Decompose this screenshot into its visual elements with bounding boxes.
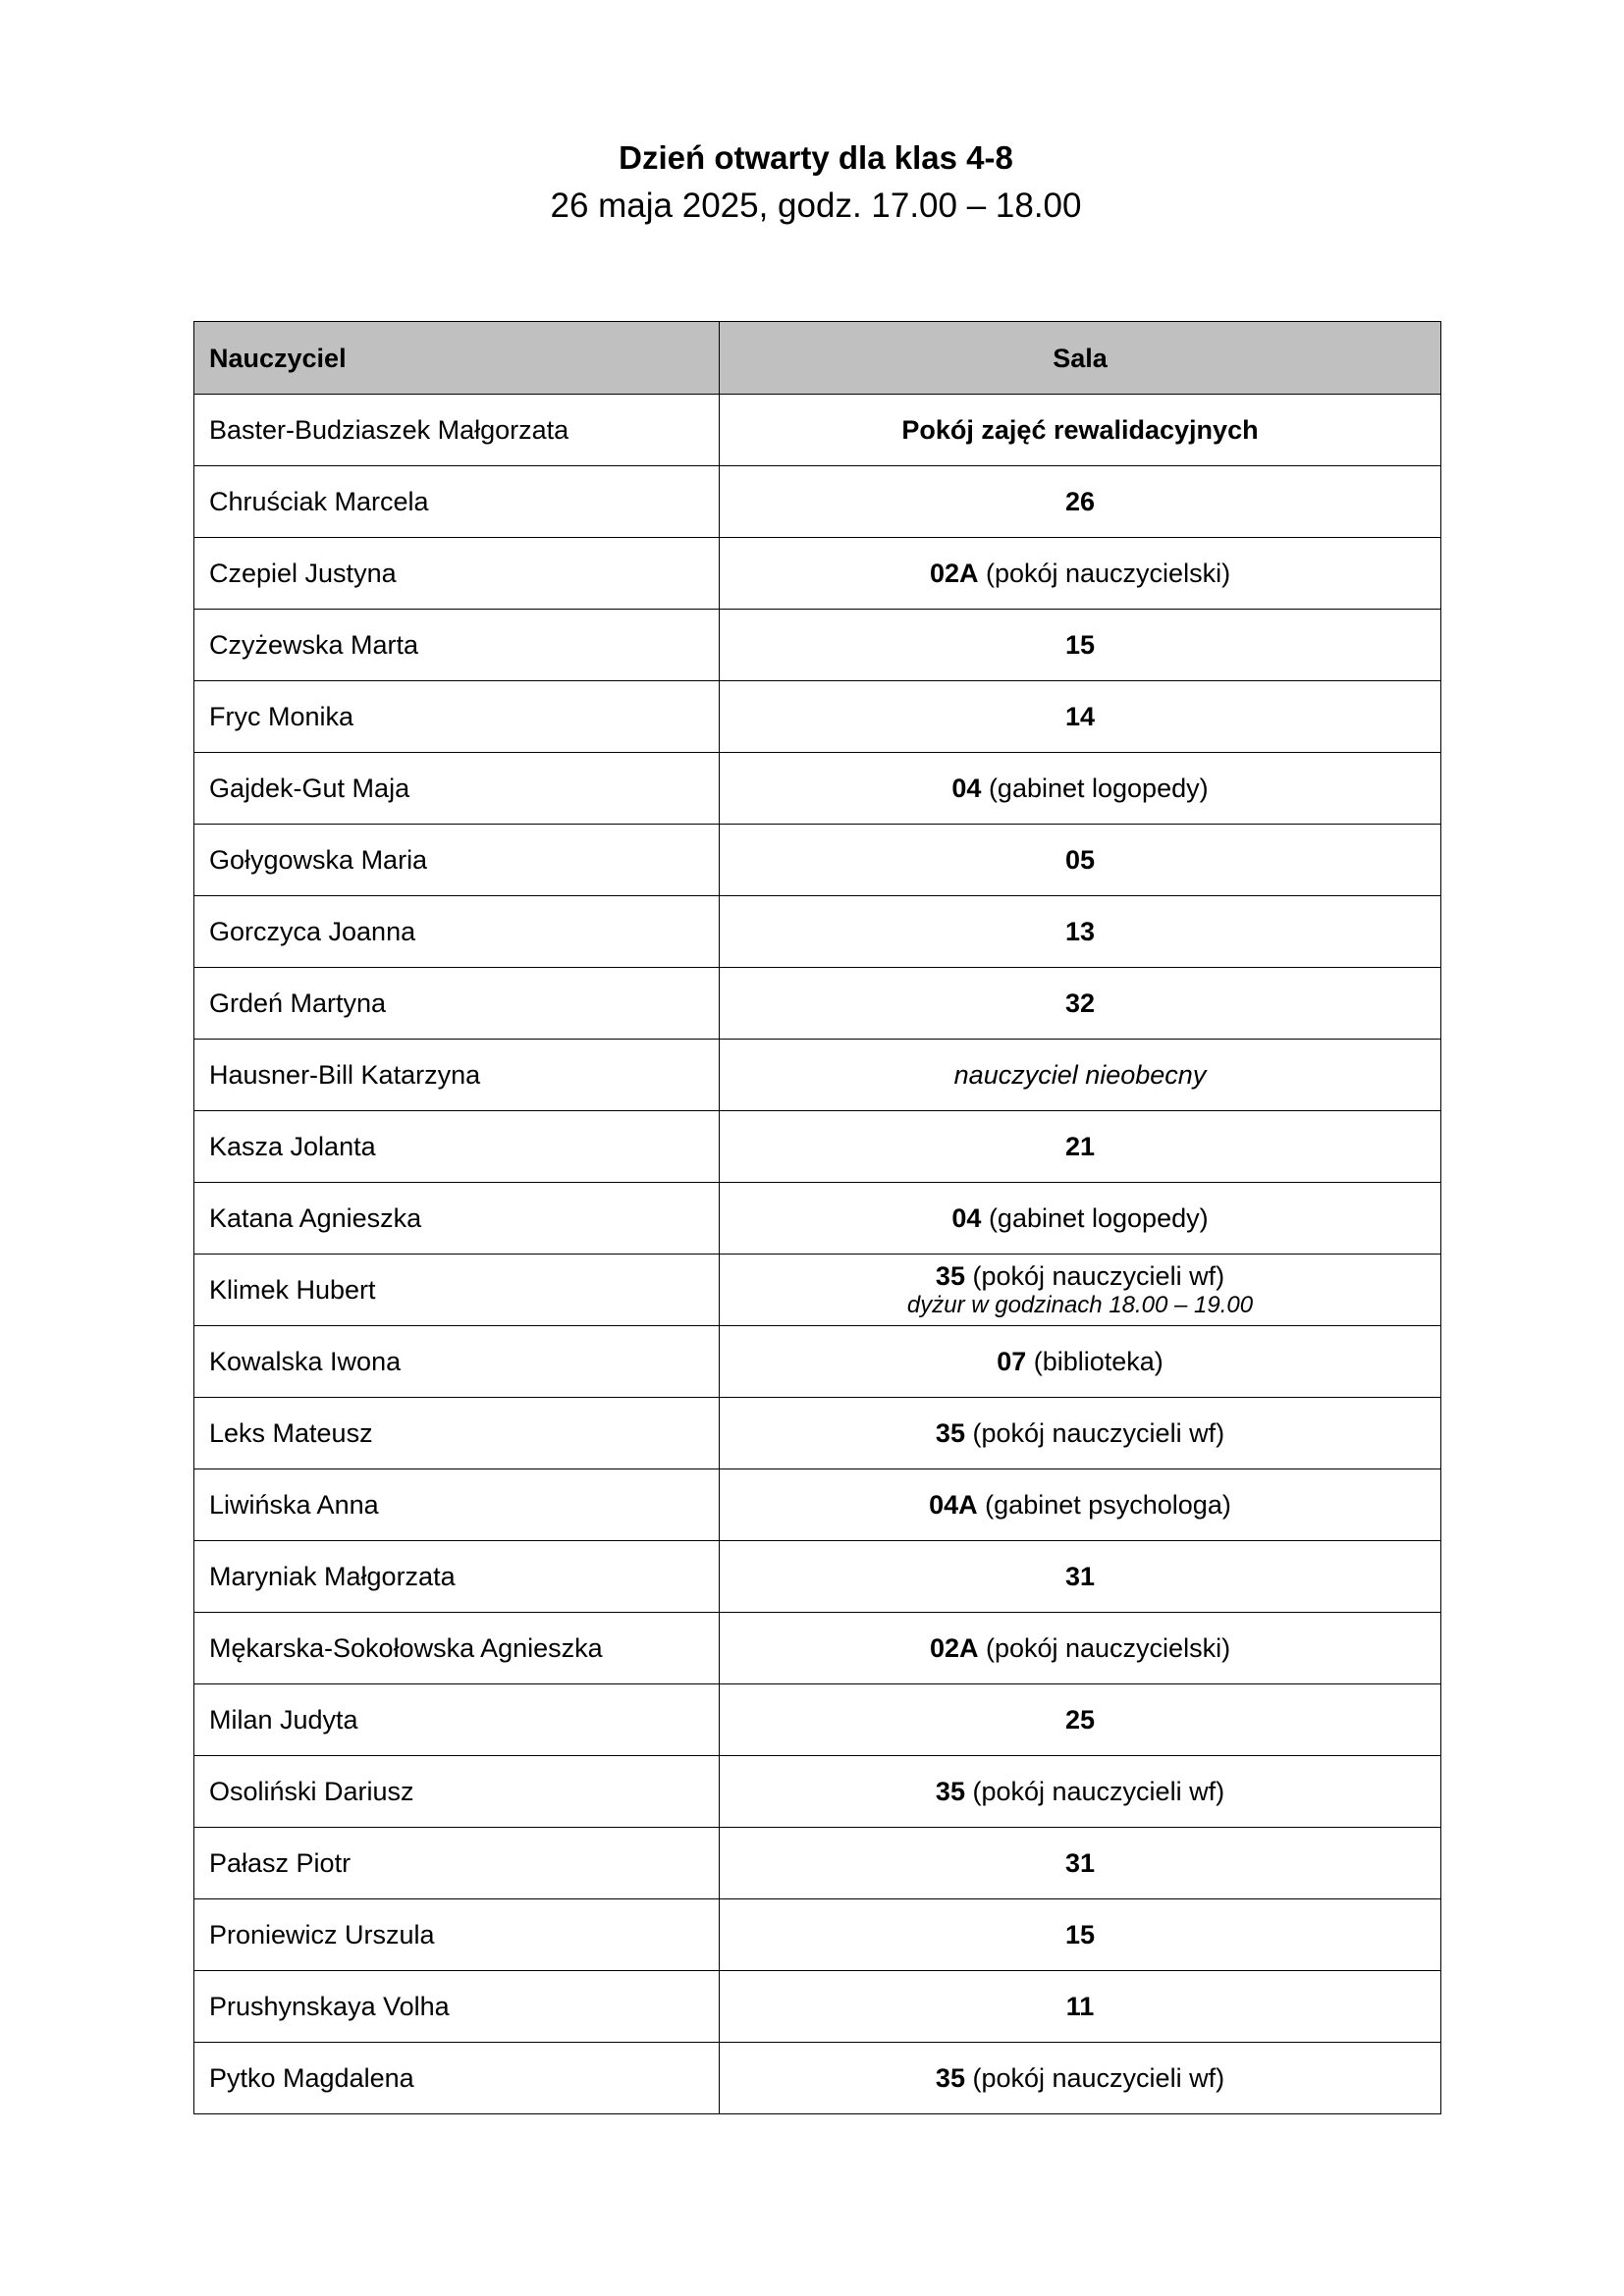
teacher-name-cell: Pytko Magdalena xyxy=(194,2043,720,2114)
table-row xyxy=(194,1756,1441,1828)
table-row xyxy=(194,1326,1441,1398)
teacher-name-cell: Czyżewska Marta xyxy=(194,610,720,681)
room-description: (pokój nauczycieli wf) xyxy=(964,1261,1225,1291)
table-row xyxy=(194,1469,1441,1541)
room-number: 04 xyxy=(951,1203,982,1233)
teacher-name-cell: Pałasz Piotr xyxy=(194,1828,720,1899)
teacher-name-cell: Grdeń Martyna xyxy=(194,968,720,1040)
room-line xyxy=(734,844,1426,876)
teacher-name-cell: Czepiel Justyna xyxy=(194,538,720,610)
room-description: (pokój nauczycieli wf) xyxy=(964,1777,1225,1806)
room-cell xyxy=(720,1541,1441,1613)
room-number: 32 xyxy=(1064,988,1096,1018)
room-number: 31 xyxy=(1064,1562,1096,1591)
room-line xyxy=(734,558,1426,589)
room-number: 02A xyxy=(929,1633,979,1663)
teacher-name-cell: Gołygowska Maria xyxy=(194,825,720,896)
room-number: 13 xyxy=(1064,917,1096,946)
room-cell xyxy=(720,2043,1441,2114)
room-cell xyxy=(720,538,1441,610)
table-row xyxy=(194,1111,1441,1183)
teacher-name-cell: Liwińska Anna xyxy=(194,1469,720,1541)
table-row xyxy=(194,1899,1441,1971)
table-row xyxy=(194,1183,1441,1255)
room-cell xyxy=(720,1326,1441,1398)
teacher-name-cell: Osoliński Dariusz xyxy=(194,1756,720,1828)
room-line xyxy=(734,1991,1426,2022)
room-cell xyxy=(720,896,1441,968)
column-header-teacher: Nauczyciel xyxy=(194,322,720,395)
page-subtitle: 26 maja 2025, godz. 17.00 – 18.00 xyxy=(550,187,1082,225)
room-cell xyxy=(720,1398,1441,1469)
column-header-room: Sala xyxy=(720,322,1441,395)
room-line xyxy=(734,1346,1426,1377)
room-number: 26 xyxy=(1064,487,1096,516)
teacher-name-cell: Mękarska-Sokołowska Agnieszka xyxy=(194,1613,720,1684)
room-number: 35 xyxy=(935,1777,965,1806)
teacher-name-cell: Kasza Jolanta xyxy=(194,1111,720,1183)
table-row xyxy=(194,1828,1441,1899)
table-row xyxy=(194,1971,1441,2043)
room-line xyxy=(734,1202,1426,1234)
table-row xyxy=(194,2043,1441,2114)
room-number: 35 xyxy=(935,1418,965,1448)
room-cell xyxy=(720,825,1441,896)
room-description: (pokój nauczycielski) xyxy=(978,1633,1231,1663)
room-cell xyxy=(720,395,1441,466)
room-line xyxy=(734,2062,1426,2094)
teacher-name-cell: Leks Mateusz xyxy=(194,1398,720,1469)
room-line xyxy=(734,486,1426,517)
table-row xyxy=(194,968,1441,1040)
room-number: 05 xyxy=(1064,845,1096,875)
room-line xyxy=(734,1776,1426,1807)
room-number: 11 xyxy=(1065,1992,1095,2021)
teacher-name-cell: Proniewicz Urszula xyxy=(194,1899,720,1971)
room-line xyxy=(734,1489,1426,1521)
room-number: 04 xyxy=(951,774,982,803)
room-number: 07 xyxy=(997,1347,1027,1376)
table-row xyxy=(194,1398,1441,1469)
table-row xyxy=(194,681,1441,753)
room-line xyxy=(734,1561,1426,1592)
room-cell xyxy=(720,466,1441,538)
room-number: 21 xyxy=(1064,1132,1096,1161)
table-row xyxy=(194,896,1441,968)
room-status-text: nauczyciel nieobecny xyxy=(953,1060,1207,1090)
room-description: (gabinet logopedy) xyxy=(981,774,1209,803)
table-row xyxy=(194,1040,1441,1111)
room-cell xyxy=(720,1613,1441,1684)
teacher-name-cell: Gorczyca Joanna xyxy=(194,896,720,968)
room-line xyxy=(734,701,1426,732)
room-number: 14 xyxy=(1064,702,1096,731)
room-number: 35 xyxy=(935,2063,965,2093)
room-line xyxy=(734,988,1426,1019)
table-row xyxy=(194,1255,1441,1326)
teacher-name-cell: Prushynskaya Volha xyxy=(194,1971,720,2043)
table-row xyxy=(194,1613,1441,1684)
room-cell xyxy=(720,968,1441,1040)
room-line xyxy=(734,1632,1426,1664)
room-line xyxy=(734,773,1426,804)
room-cell xyxy=(720,1684,1441,1756)
room-line xyxy=(734,414,1426,446)
room-cell xyxy=(720,1469,1441,1541)
room-description: (pokój nauczycielski) xyxy=(978,559,1231,588)
room-line xyxy=(734,1919,1426,1950)
room-number: 02A xyxy=(929,559,979,588)
teacher-name-cell: Klimek Hubert xyxy=(194,1255,720,1326)
room-number: 35 xyxy=(935,1261,965,1291)
room-number: 31 xyxy=(1064,1848,1096,1878)
room-cell xyxy=(720,1828,1441,1899)
teacher-name-cell: Milan Judyta xyxy=(194,1684,720,1756)
teacher-name-cell: Katana Agnieszka xyxy=(194,1183,720,1255)
table-row xyxy=(194,538,1441,610)
duty-note: dyżur w godzinach 18.00 – 19.00 xyxy=(906,1292,1254,1318)
room-line xyxy=(734,1417,1426,1449)
teacher-name-cell: Gajdek-Gut Maja xyxy=(194,753,720,825)
room-number: 25 xyxy=(1064,1705,1096,1735)
room-line xyxy=(734,1260,1426,1292)
room-line xyxy=(734,629,1426,661)
table-row xyxy=(194,466,1441,538)
table-row xyxy=(194,395,1441,466)
page-title: Dzień otwarty dla klas 4-8 xyxy=(619,139,1013,176)
room-description: (pokój nauczycieli wf) xyxy=(964,1418,1225,1448)
room-number: Pokój zajęć rewalidacyjnych xyxy=(901,415,1259,445)
table-header-row xyxy=(194,322,1441,395)
room-cell xyxy=(720,753,1441,825)
room-cell xyxy=(720,1756,1441,1828)
table-row xyxy=(194,610,1441,681)
room-cell xyxy=(720,1971,1441,2043)
room-description: (gabinet logopedy) xyxy=(981,1203,1209,1233)
room-cell xyxy=(720,1899,1441,1971)
table-row xyxy=(194,1684,1441,1756)
document-header xyxy=(0,137,1624,230)
table-row xyxy=(194,753,1441,825)
teacher-room-table xyxy=(193,321,1441,2114)
room-description: (biblioteka) xyxy=(1026,1347,1164,1376)
room-cell xyxy=(720,610,1441,681)
room-description: (pokój nauczycieli wf) xyxy=(964,2063,1225,2093)
room-description: (gabinet psychologa) xyxy=(977,1490,1231,1520)
teacher-name-cell: Fryc Monika xyxy=(194,681,720,753)
room-cell xyxy=(720,1183,1441,1255)
teacher-name-cell: Baster-Budziaszek Małgorzata xyxy=(194,395,720,466)
room-line xyxy=(734,1131,1426,1162)
room-cell xyxy=(720,1111,1441,1183)
room-line xyxy=(734,1704,1426,1735)
teacher-name-cell: Maryniak Małgorzata xyxy=(194,1541,720,1613)
room-number: 04A xyxy=(929,1490,978,1520)
teacher-name-cell: Chruściak Marcela xyxy=(194,466,720,538)
teacher-name-cell: Hausner-Bill Katarzyna xyxy=(194,1040,720,1111)
room-cell xyxy=(720,681,1441,753)
table-row xyxy=(194,825,1441,896)
room-number: 15 xyxy=(1064,630,1096,660)
room-line xyxy=(734,916,1426,947)
room-cell xyxy=(720,1040,1441,1111)
room-line xyxy=(734,1847,1426,1879)
teacher-name-cell: Kowalska Iwona xyxy=(194,1326,720,1398)
table-row xyxy=(194,1541,1441,1613)
room-cell xyxy=(720,1255,1441,1326)
room-number: 15 xyxy=(1064,1920,1096,1949)
